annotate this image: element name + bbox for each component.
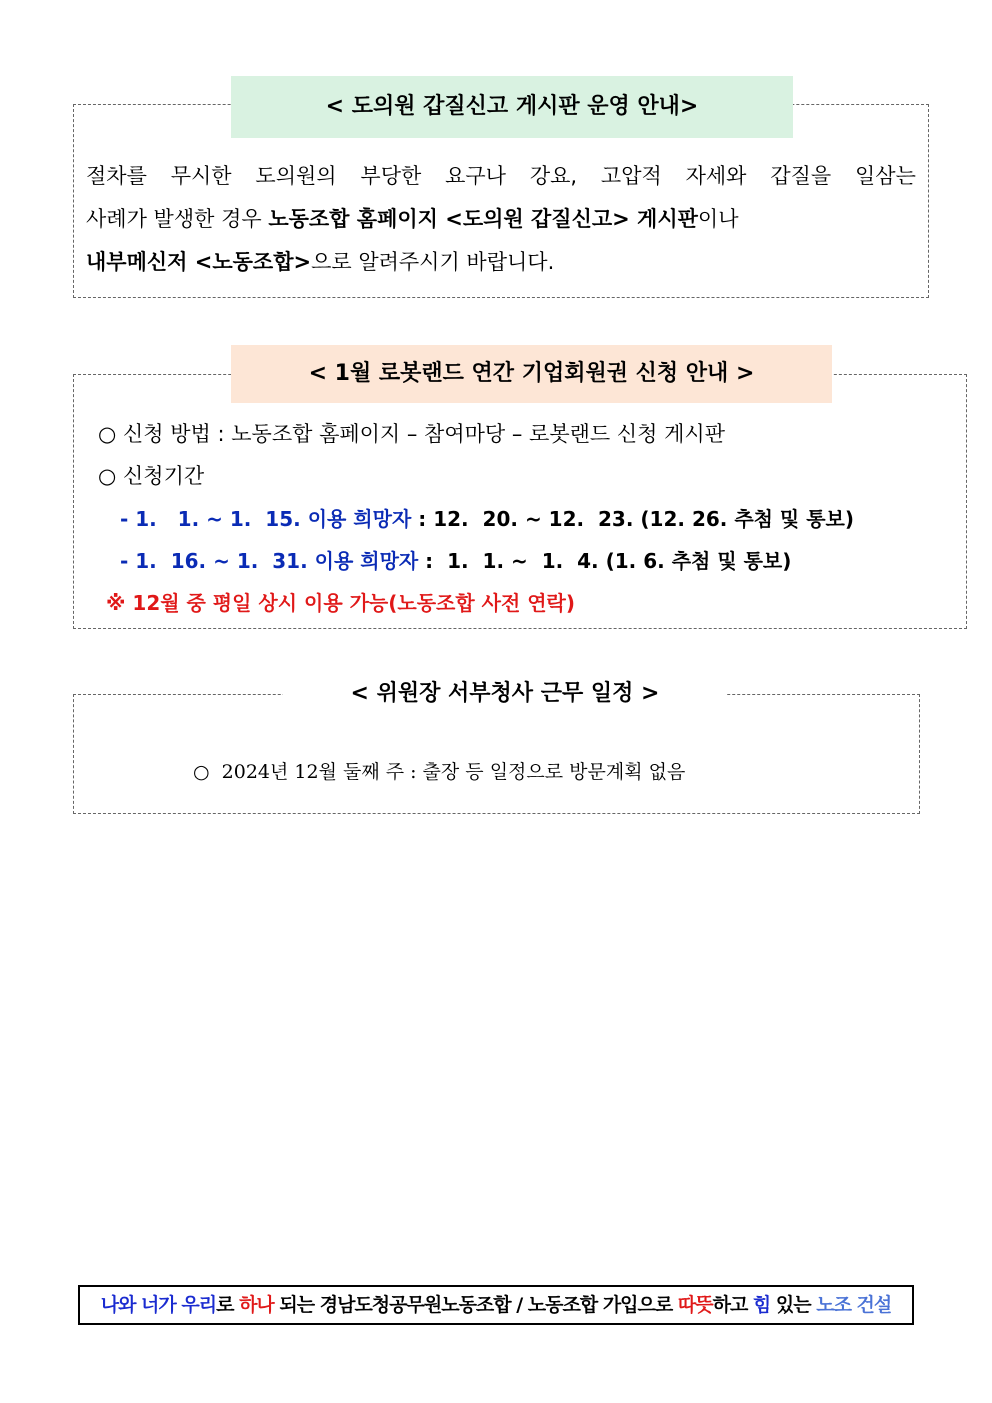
slogan-part: 되는 경남도청공무원노동조합 / 노동조합 가입으로	[273, 1294, 678, 1316]
line-2-text: 사례가 발생한 경우	[86, 207, 269, 231]
row-1-dates: : 12. 20. ~ 12. 23. (12. 26. 추첨 및 통보)	[411, 507, 854, 531]
word: 무시한	[170, 164, 232, 188]
row-1-period: - 1. 1. ~ 1. 15. 이용 희망자	[120, 507, 412, 531]
line-3-bold: 내부메신저 <노동조합>	[86, 250, 312, 274]
section-2-row-2	[120, 545, 791, 574]
slogan-part: 따뜻	[677, 1294, 713, 1316]
footer-slogan	[78, 1285, 914, 1325]
slogan-part: 힘	[752, 1294, 771, 1316]
word: 요구나	[445, 164, 506, 188]
section-2-method: ○ 신청 방법 : 노동조합 홈페이지 – 참여마당 – 로봇랜드 신청 게시판	[98, 422, 725, 446]
slogan-part: 노조 건설	[816, 1294, 892, 1316]
slogan-part: 하나	[239, 1294, 274, 1316]
word: 부당한	[360, 164, 422, 188]
word: 자세와	[685, 164, 747, 188]
line-3-text: 으로 알려주시기 바랍니다.	[311, 250, 555, 274]
section-3-item: ○ 2024년 12월 둘째 주 : 출장 등 일정으로 방문계획 없음	[193, 761, 686, 783]
section-3-title: < 위원장 서부청사 근무 일정 >	[283, 664, 727, 724]
line-2-end: 이나	[697, 207, 739, 231]
word: 갑질을	[770, 164, 832, 188]
section-1-line-2	[86, 203, 739, 233]
slogan-part: 하고	[712, 1294, 753, 1316]
section-1-line-3	[86, 246, 554, 276]
row-2-period: - 1. 16. ~ 1. 31. 이용 희망자	[120, 549, 419, 573]
word: 일삼는	[855, 164, 916, 188]
slogan-part: 있는	[770, 1294, 817, 1316]
section-1-line-1	[86, 160, 916, 190]
section-2-note: ※ 12월 중 평일 상시 이용 가능(노동조합 사전 연락)	[106, 591, 576, 615]
slogan-part: 로	[216, 1294, 240, 1316]
section-2-period-label: ○ 신청기간	[98, 464, 205, 488]
slogan-part: 나와 너가 우리	[100, 1294, 217, 1316]
line-2-bold: 노동조합 홈페이지 <도의원 갑질신고> 게시판	[268, 207, 698, 231]
word: 고압적	[600, 164, 662, 188]
section-2-row-1	[120, 503, 854, 532]
section-2-title: < 1월 로봇랜드 연간 기업회원권 신청 안내 >	[231, 345, 832, 403]
row-2-dates: : 1. 1. ~ 1. 4. (1. 6. 추첨 및 통보)	[418, 549, 792, 573]
word: 도의원의	[255, 164, 337, 188]
word: 강요,	[529, 164, 578, 188]
section-1-title: < 도의원 갑질신고 게시판 운영 안내>	[231, 76, 793, 138]
word: 절차를	[86, 164, 147, 188]
